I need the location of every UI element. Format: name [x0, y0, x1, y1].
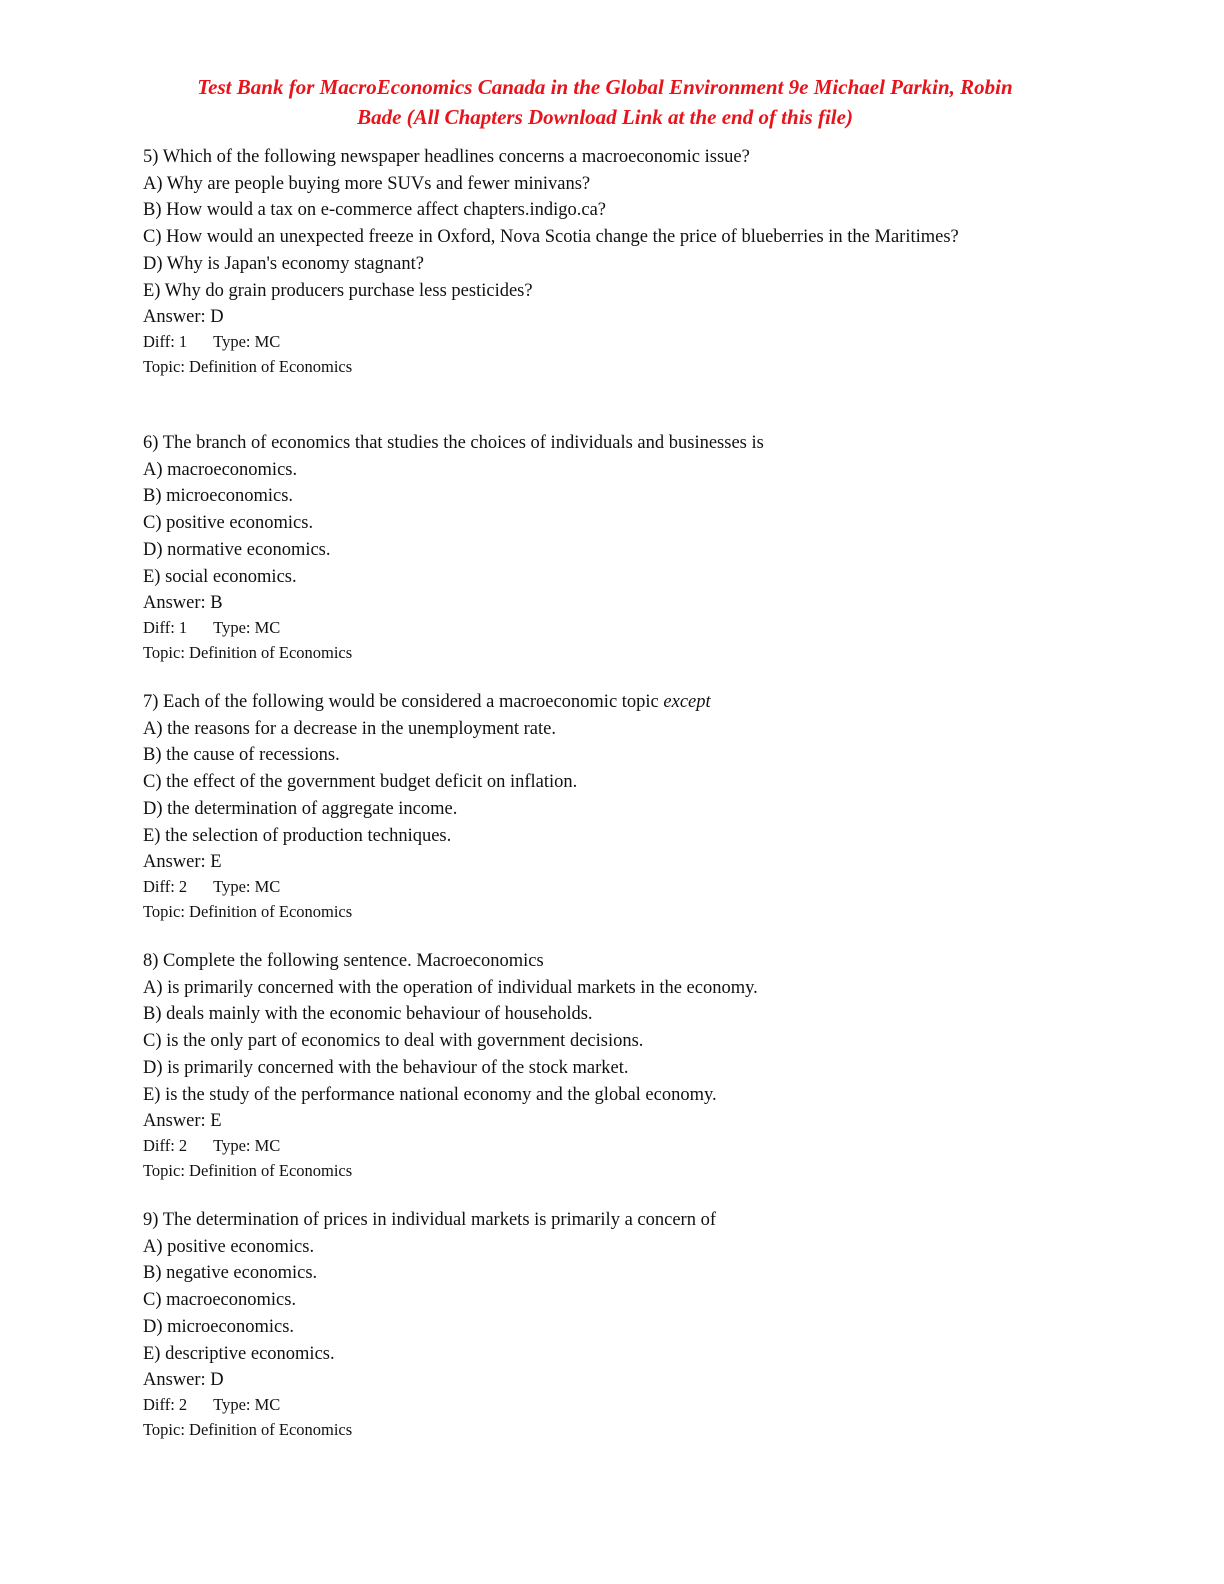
diff-type-line	[143, 1134, 1043, 1159]
topic-line: Topic: Definition of Economics	[143, 1419, 353, 1439]
topic-line: Topic: Definition of Economics	[143, 356, 353, 376]
diff-type-line	[143, 1393, 1043, 1418]
diff-label: Diff: 1	[143, 332, 188, 352]
answer-line: Answer: B	[143, 593, 223, 614]
option-d: D) microeconomics.	[143, 1316, 295, 1337]
option-d: D) is primarily concerned with the behaviour of the stock market.	[143, 1057, 629, 1078]
diff-type-line	[143, 330, 1043, 355]
diff-label: Diff: 2	[143, 1395, 188, 1415]
diff-label: Diff: 2	[143, 877, 188, 897]
option-b: B) deals mainly with the economic behaviour of households.	[143, 1004, 593, 1025]
option-c: C) the effect of the government budget deficit on inflation.	[143, 772, 578, 793]
question-stem: 8) Complete the following sentence. Macroeconomics	[143, 951, 544, 971]
diff-type-line	[143, 616, 1043, 641]
option-e: E) the selection of production techniques.	[143, 825, 452, 846]
option-a: A) positive economics.	[143, 1236, 315, 1257]
question-stem: 9) The determination of prices in individual markets is primarily a concern of	[143, 1210, 716, 1230]
question-5	[143, 144, 1043, 379]
option-c: C) macroeconomics.	[143, 1290, 297, 1311]
title-line-1: Test Bank for MacroEconomics Canada in the Global Environment 9e Michael Parkin, Robin	[197, 75, 1013, 99]
option-e: E) social economics.	[143, 566, 297, 587]
option-c: C) is the only part of economics to deal with government decisions.	[143, 1031, 644, 1052]
option-a: A) is primarily concerned with the operation of individual markets in the economy.	[143, 977, 758, 998]
stem-text: 7) Each of the following would be considered a macroeconomic topic	[143, 692, 659, 712]
type-label: Type: MC	[213, 618, 281, 638]
option-d: D) the determination of aggregate income.	[143, 798, 458, 819]
option-b: B) microeconomics.	[143, 486, 294, 507]
option-a: A) Why are people buying more SUVs and fewer minivans?	[143, 173, 591, 194]
page-title	[130, 72, 1080, 132]
option-c: C) How would an unexpected freeze in Oxford, Nova Scotia change the price of blueberries in the Maritimes?	[143, 227, 959, 248]
question-stem: 5) Which of the following newspaper headlines concerns a macroeconomic issue?	[143, 147, 750, 167]
question-8	[143, 948, 1043, 1183]
type-label: Type: MC	[213, 332, 281, 352]
diff-label: Diff: 2	[143, 1136, 188, 1156]
option-b: B) negative economics.	[143, 1263, 318, 1284]
topic-line: Topic: Definition of Economics	[143, 642, 353, 662]
option-c: C) positive economics.	[143, 513, 314, 534]
topic-line: Topic: Definition of Economics	[143, 1160, 353, 1180]
answer-line: Answer: D	[143, 1370, 224, 1391]
answer-line: Answer: E	[143, 852, 222, 873]
option-b: B) the cause of recessions.	[143, 745, 340, 766]
option-d: D) Why is Japan's economy stagnant?	[143, 253, 424, 274]
title-line-2: Bade (All Chapters Download Link at the end of this file)	[357, 105, 853, 129]
diff-type-line	[143, 875, 1043, 900]
option-d: D) normative economics.	[143, 539, 331, 560]
question-stem	[143, 689, 1043, 716]
topic-line: Topic: Definition of Economics	[143, 901, 353, 921]
option-a: A) the reasons for a decrease in the unemployment rate.	[143, 718, 556, 739]
answer-line: Answer: D	[143, 307, 224, 328]
question-6	[143, 430, 1043, 665]
type-label: Type: MC	[213, 1395, 281, 1415]
option-e: E) is the study of the performance national economy and the global economy.	[143, 1084, 717, 1105]
question-stem: 6) The branch of economics that studies the choices of individuals and businesses is	[143, 433, 764, 453]
type-label: Type: MC	[213, 1136, 281, 1156]
option-b: B) How would a tax on e-commerce affect chapters.indigo.ca?	[143, 200, 606, 221]
diff-label: Diff: 1	[143, 618, 188, 638]
option-e: E) descriptive economics.	[143, 1343, 335, 1364]
answer-line: Answer: E	[143, 1111, 222, 1132]
type-label: Type: MC	[213, 877, 281, 897]
stem-emphasis: except	[663, 692, 711, 712]
option-a: A) macroeconomics.	[143, 459, 298, 480]
question-9	[143, 1207, 1043, 1442]
option-e: E) Why do grain producers purchase less pesticides?	[143, 280, 533, 301]
question-7	[143, 689, 1043, 924]
